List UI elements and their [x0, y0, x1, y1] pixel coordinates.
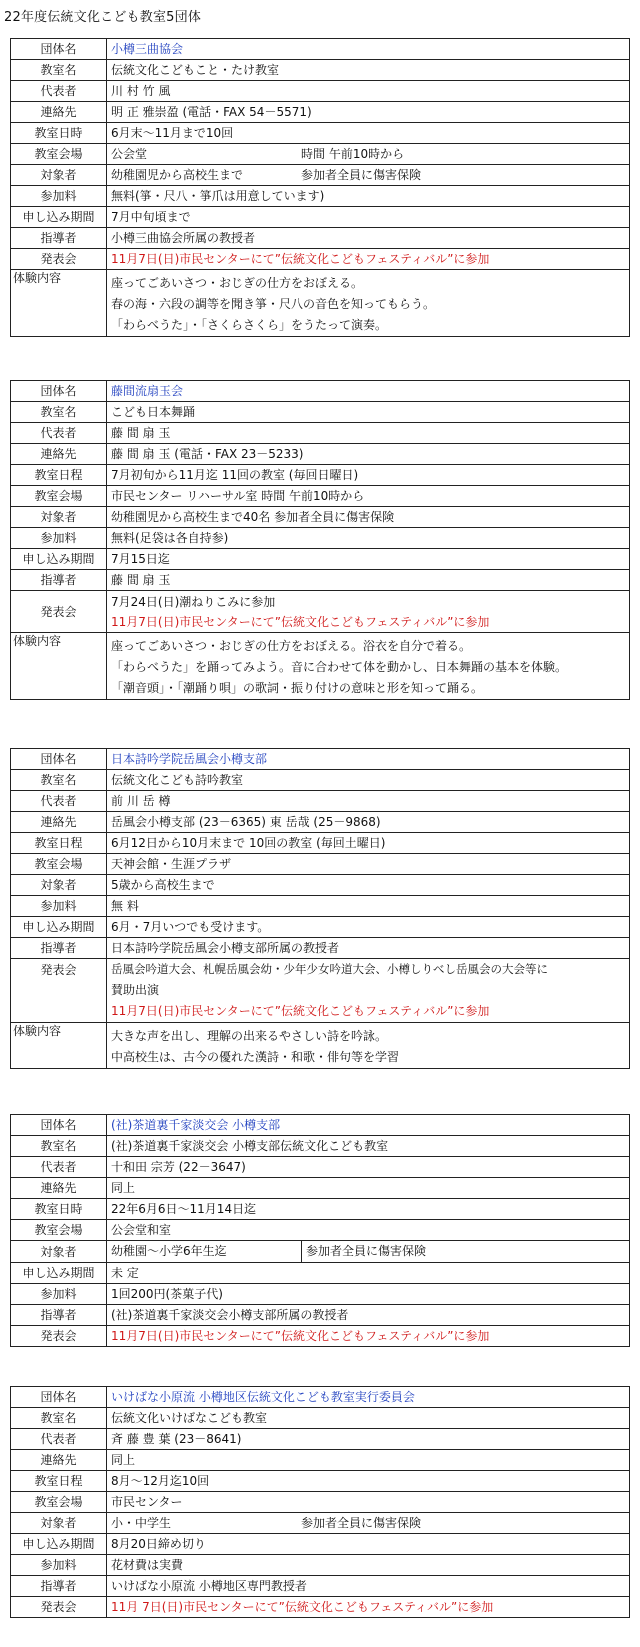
presentation-label: 発表会	[11, 1597, 107, 1618]
experience-label: 体験内容	[11, 1023, 107, 1069]
field-value: 小樽三曲協会所属の教授者	[107, 228, 630, 249]
org-block-4	[10, 1114, 630, 1347]
experience-label: 体験内容	[11, 633, 107, 700]
field-value: 市民センター リハーサル室 時間 午前10時から	[107, 486, 630, 507]
experience-line: 「潮音頭」・「潮踊り唄」の歌詞・振り付けの意味と形を知って踊る。	[111, 681, 484, 695]
field-label: 代表者	[11, 791, 107, 812]
field-value	[107, 165, 630, 186]
org-label: 団体名	[11, 749, 107, 770]
field-value: 無料(箏・尺八・箏爪は用意しています)	[107, 186, 630, 207]
presentation-value: 11月 7日(日)市民センターにて”伝統文化こどもフェスティバル”に参加	[107, 1597, 630, 1618]
field-label: 対象者	[11, 875, 107, 896]
field-value: 斉 藤 豊 葉 (23－8641)	[107, 1429, 630, 1450]
field-label: 参加料	[11, 186, 107, 207]
presentation-line: 賛助出演	[111, 983, 160, 997]
experience-value	[107, 1023, 630, 1069]
field-label: 連絡先	[11, 102, 107, 123]
field-label: 教室会場	[11, 1492, 107, 1513]
field-value: (社)茶道裏千家淡交会小樽支部所属の教授者	[107, 1305, 630, 1326]
field-value: 未 定	[107, 1263, 630, 1284]
experience-value	[107, 270, 630, 337]
field-label: 教室会場	[11, 1220, 107, 1241]
field-label: 教室名	[11, 1136, 107, 1157]
field-label: 申し込み期間	[11, 917, 107, 938]
field-value: 同上	[107, 1178, 630, 1199]
field-value: 伝統文化こども詩吟教室	[107, 770, 630, 791]
org-name: 小樽三曲協会	[107, 39, 630, 60]
field-value: 藤 間 扇 玉	[107, 570, 630, 591]
field-value: 岳風会小樽支部 (23－6365) 東 岳哉 (25－9868)	[107, 812, 630, 833]
field-value: 6月末～11月まで10回	[107, 123, 630, 144]
experience-line: 座ってごあいさつ・おじぎの仕方をおぼえる。浴衣を自分で着る。	[111, 639, 472, 653]
field-value: 日本詩吟学院岳風会小樽支部所属の教授者	[107, 938, 630, 959]
field-value: 花材費は実費	[107, 1555, 630, 1576]
field-value: 7月中旬頃まで	[107, 207, 630, 228]
org-block-2	[10, 380, 630, 700]
field-label: 指導者	[11, 1305, 107, 1326]
field-label: 申し込み期間	[11, 1263, 107, 1284]
field-label: 対象者	[11, 1241, 107, 1263]
field-label: 代表者	[11, 1429, 107, 1450]
org-label: 団体名	[11, 381, 107, 402]
org-name: 日本詩吟学院岳風会小樽支部	[107, 749, 630, 770]
field-value: 8月～12月迄10回	[107, 1471, 630, 1492]
field-label: 教室名	[11, 60, 107, 81]
field-value: 公会堂和室	[107, 1220, 630, 1241]
experience-value	[107, 633, 630, 700]
field-value: 幼稚園児から高校生まで40名 参加者全員に傷害保険	[107, 507, 630, 528]
field-value: 市民センター	[107, 1492, 630, 1513]
field-label: 教室名	[11, 770, 107, 791]
field-label: 申し込み期間	[11, 207, 107, 228]
field-value-main: 幼稚園児から高校生まで	[111, 168, 244, 182]
field-label: 連絡先	[11, 812, 107, 833]
org-label: 団体名	[11, 39, 107, 60]
presentation-label: 発表会	[11, 1326, 107, 1347]
field-value-extra: 時間 午前10時から	[301, 147, 405, 161]
experience-line: 中高校生は、古今の優れた漢詩・和歌・俳句等を学習	[111, 1050, 400, 1064]
field-value: 無 料	[107, 896, 630, 917]
field-value: (社)茶道裏千家淡交会 小樽支部伝統文化こども教室	[107, 1136, 630, 1157]
field-label: 教室日時	[11, 1199, 107, 1220]
presentation-value	[107, 959, 630, 1023]
presentation-line: 7月24日(日)潮ねりこみに参加	[111, 594, 276, 609]
experience-line: 大きな声を出し、理解の出来るやさしい詩を吟詠。	[111, 1029, 388, 1043]
field-label: 対象者	[11, 1513, 107, 1534]
field-value: 藤 間 扇 玉	[107, 423, 630, 444]
field-value: 6月・7月いつでも受けます。	[107, 917, 630, 938]
field-value-extra: 参加者全員に傷害保険	[301, 1516, 422, 1530]
field-label: 教室日程	[11, 1471, 107, 1492]
field-label: 教室日時	[11, 123, 107, 144]
org-block-5	[10, 1386, 630, 1618]
field-value: 川 村 竹 風	[107, 81, 630, 102]
experience-label: 体験内容	[11, 270, 107, 337]
field-label: 連絡先	[11, 1178, 107, 1199]
field-label: 参加料	[11, 1555, 107, 1576]
field-value: 22年6月6日～11月14日迄	[107, 1199, 630, 1220]
field-label: 指導者	[11, 228, 107, 249]
field-value: 伝統文化いけばなこども教室	[107, 1408, 630, 1429]
presentation-value: 11月7日(日)市民センターにて”伝統文化こどもフェスティバル”に参加	[107, 249, 630, 270]
field-label: 申し込み期間	[11, 549, 107, 570]
field-value: いけばな小原流 小樽地区専門教授者	[107, 1576, 630, 1597]
org-label: 団体名	[11, 1387, 107, 1408]
presentation-line-red: 11月7日(日)市民センターにて”伝統文化こどもフェスティバル”に参加	[111, 614, 490, 629]
experience-line: 「わらべうた」・「さくらさくら」をうたって演奏。	[111, 318, 388, 332]
field-label: 指導者	[11, 1576, 107, 1597]
field-value	[107, 144, 630, 165]
field-label: 参加料	[11, 528, 107, 549]
field-value	[107, 1241, 630, 1263]
field-value: 藤 間 扇 玉 (電話・FAX 23－5233)	[107, 444, 630, 465]
presentation-label: 発表会	[11, 959, 107, 1023]
field-value-main: 幼稚園～小学6年生迄	[107, 1241, 302, 1262]
field-label: 教室会場	[11, 854, 107, 875]
experience-line: 「わらべうた」を踊ってみよう。音に合わせて体を動かし、日本舞踊の基本を体験。	[111, 660, 568, 674]
field-label: 代表者	[11, 81, 107, 102]
field-value: 天神会館・生涯プラザ	[107, 854, 630, 875]
field-value: 1回200円(茶菓子代)	[107, 1284, 630, 1305]
field-label: 代表者	[11, 423, 107, 444]
presentation-line: 岳風会吟道大会、札幌岳風会幼・少年少女吟道大会、小樽しりべし岳風会の大会等に	[111, 962, 548, 976]
field-value: 明 正 雅崇盈 (電話・FAX 54－5571)	[107, 102, 630, 123]
field-value-main: 公会堂	[111, 147, 148, 161]
field-label: 連絡先	[11, 444, 107, 465]
field-label: 教室日程	[11, 465, 107, 486]
field-value-extra: 参加者全員に傷害保険	[306, 1244, 427, 1258]
org-name: 藤間流扇玉会	[107, 381, 630, 402]
org-label: 団体名	[11, 1115, 107, 1136]
org-name: (社)茶道裏千家淡交会 小樽支部	[107, 1115, 630, 1136]
field-label: 教室会場	[11, 144, 107, 165]
field-value	[107, 1513, 630, 1534]
org-block-1	[10, 38, 630, 337]
field-value: 7月初旬から11月迄 11回の教室 (毎回日曜日)	[107, 465, 630, 486]
field-label: 参加料	[11, 896, 107, 917]
field-label: 教室名	[11, 402, 107, 423]
field-label: 教室名	[11, 1408, 107, 1429]
field-value: 5歳から高校生まで	[107, 875, 630, 896]
field-label: 教室会場	[11, 486, 107, 507]
field-label: 連絡先	[11, 1450, 107, 1471]
org-block-3	[10, 748, 630, 1069]
page-title: 22年度伝統文化こども教室5団体	[4, 10, 202, 25]
org-name: いけばな小原流 小樽地区伝統文化こども教室実行委員会	[107, 1387, 630, 1408]
field-value-main: 小・中学生	[111, 1516, 172, 1530]
field-value: 無料(足袋は各自持参)	[107, 528, 630, 549]
field-value: 同上	[107, 1450, 630, 1471]
field-label: 代表者	[11, 1157, 107, 1178]
presentation-line-red: 11月7日(日)市民センターにて”伝統文化こどもフェスティバル”に参加	[111, 1004, 490, 1018]
field-value: 7月15日迄	[107, 549, 630, 570]
field-label: 対象者	[11, 165, 107, 186]
field-value: こども日本舞踊	[107, 402, 630, 423]
experience-line: 春の海・六段の調等を聞き箏・尺八の音色を知ってもらう。	[111, 297, 436, 311]
field-value: 十和田 宗芳 (22－3647)	[107, 1157, 630, 1178]
field-label: 対象者	[11, 507, 107, 528]
field-value-extra: 参加者全員に傷害保険	[301, 168, 422, 182]
field-label: 指導者	[11, 570, 107, 591]
presentation-label: 発表会	[11, 591, 107, 633]
field-value: 伝統文化こどもこと・たけ教室	[107, 60, 630, 81]
field-label: 教室日程	[11, 833, 107, 854]
presentation-value: 11月7日(日)市民センターにて”伝統文化こどもフェスティバル”に参加	[107, 1326, 630, 1347]
experience-line: 座ってごあいさつ・おじぎの仕方をおぼえる。	[111, 276, 364, 290]
field-label: 指導者	[11, 938, 107, 959]
presentation-value	[107, 591, 630, 633]
field-label: 申し込み期間	[11, 1534, 107, 1555]
presentation-label: 発表会	[11, 249, 107, 270]
field-value: 前 川 岳 樽	[107, 791, 630, 812]
field-label: 参加料	[11, 1284, 107, 1305]
field-value: 8月20日締め切り	[107, 1534, 630, 1555]
field-value: 6月12日から10月末まで 10回の教室 (毎回土曜日)	[107, 833, 630, 854]
